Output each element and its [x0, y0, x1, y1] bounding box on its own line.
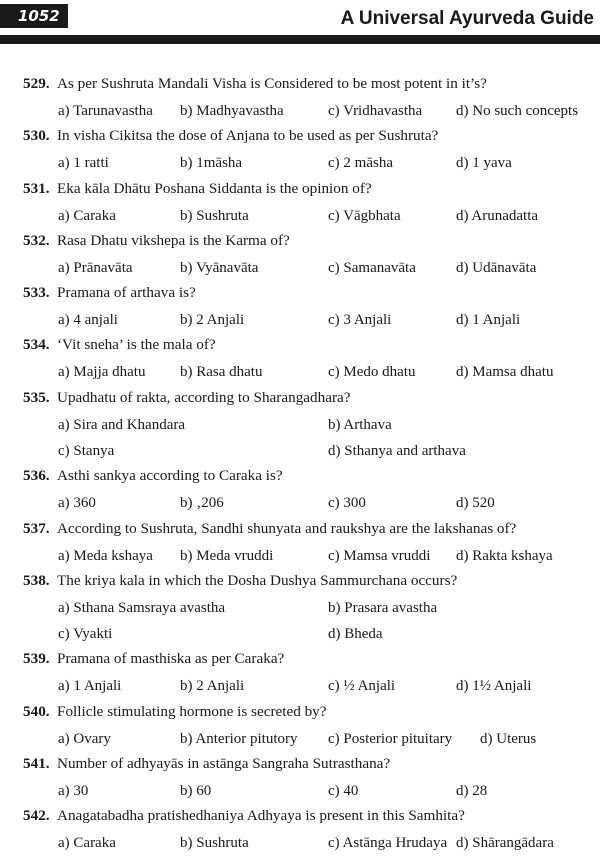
question-538	[0, 571, 600, 650]
option-a: a) Prānavāta	[58, 259, 133, 276]
option-c: c) 2 māsha	[328, 155, 393, 172]
option-b: b) Sushruta	[180, 835, 249, 852]
question-number: 541.	[23, 754, 50, 772]
question-530	[0, 126, 600, 178]
question-line	[23, 126, 596, 146]
question-number: 536.	[23, 467, 50, 485]
question-line	[23, 74, 596, 94]
options	[58, 676, 600, 696]
question-541	[0, 754, 600, 806]
question-text: Eka kāla Dhātu Poshana Siddanta is the opinion of?	[57, 179, 372, 197]
option-d: d) Udānavāta	[456, 259, 537, 276]
question-number: 533.	[23, 284, 50, 302]
question-number: 542.	[23, 807, 50, 825]
option-d: d) Mamsa dhatu	[456, 364, 554, 381]
options	[58, 362, 600, 382]
option-b: b) Prasara avastha	[328, 599, 438, 616]
question-line	[23, 231, 596, 251]
question-list	[0, 74, 600, 859]
question-534	[0, 335, 600, 387]
options	[58, 493, 600, 513]
option-c: c) Samanavāta	[328, 259, 416, 276]
option-b: b) 60	[180, 782, 212, 799]
question-539	[0, 649, 600, 701]
page-header	[0, 0, 600, 52]
question-text: In visha Cikitsa the dose of Anjana to be used as per Sushruta?	[57, 127, 439, 145]
option-b: b) 1māsha	[180, 155, 243, 172]
option-a: a) Caraka	[58, 207, 116, 224]
option-d: d) No such concepts	[456, 103, 579, 119]
option-d: d) 520	[456, 495, 495, 512]
question-number: 534.	[23, 336, 50, 354]
options	[58, 729, 600, 749]
option-c: c) 3 Anjali	[328, 312, 392, 329]
question-536	[0, 466, 600, 518]
option-a: a) Majja dhatu	[58, 364, 146, 381]
question-number: 530.	[23, 127, 50, 145]
question-number: 537.	[23, 519, 50, 537]
options	[58, 310, 600, 330]
option-b: b) Rasa dhatu	[180, 364, 263, 381]
question-text: Pramana of arthava is?	[57, 284, 196, 302]
option-b: b) Madhyavastha	[180, 103, 284, 119]
option-d: d) Uterus	[480, 730, 537, 747]
option-d: d) 28	[456, 782, 488, 799]
question-text: Follicle stimulating hormone is secreted by?	[57, 702, 327, 720]
option-a: a) 1 ratti	[58, 155, 109, 172]
question-text: Asthi sankya according to Caraka is?	[57, 467, 283, 485]
option-d: d) Sthanya and arthava	[328, 442, 466, 459]
question-text: According to Sushruta, Sandhi shunyata and raukshya are the lakshanas of?	[57, 519, 517, 537]
question-line	[23, 806, 596, 826]
option-b: b) Arthava	[328, 416, 392, 433]
options-row-2	[58, 624, 600, 644]
option-c: c) Vāgbhata	[328, 207, 401, 224]
option-a: a) Caraka	[58, 835, 116, 852]
question-529	[0, 74, 600, 126]
option-c: c) Vyakti	[58, 625, 113, 642]
option-a: a) 30	[58, 782, 89, 799]
question-number: 531.	[23, 179, 50, 197]
option-a: a) Sthana Samsraya avastha	[58, 599, 226, 616]
options	[58, 206, 600, 226]
question-line	[23, 335, 596, 355]
question-number: 535.	[23, 388, 50, 406]
option-c: c) 300	[328, 495, 366, 512]
option-a: a) 1 Anjali	[58, 678, 122, 695]
option-d: d) Shārangādara	[456, 835, 554, 852]
question-line	[23, 179, 596, 199]
question-text: ‘Vit sneha’ is the mala of?	[57, 336, 216, 354]
options	[58, 153, 600, 173]
option-b: b) 2 Anjali	[180, 678, 245, 695]
option-c: c) Posterior pituitary	[328, 730, 453, 747]
option-d: d) Bheda	[328, 625, 383, 642]
question-number: 529.	[23, 75, 50, 92]
option-b: b) Vyānavāta	[180, 259, 259, 276]
question-532	[0, 231, 600, 283]
question-number: 539.	[23, 650, 50, 668]
question-line	[23, 702, 596, 722]
option-a: a) 360	[58, 495, 96, 512]
question-number: 540.	[23, 702, 50, 720]
option-c: c) Mamsa vruddi	[328, 547, 431, 564]
option-a: a) Meda kshaya	[58, 547, 153, 564]
option-c: c) 40	[328, 782, 359, 799]
question-535	[0, 388, 600, 467]
option-a: a) 4 anjali	[58, 312, 118, 329]
option-c: c) Medo dhatu	[328, 364, 416, 381]
book-title: A Universal Ayurveda Guide	[340, 8, 594, 29]
question-text: The kriya kala in which the Dosha Dushya Sammurchana occurs?	[57, 571, 458, 589]
header-rule	[0, 35, 600, 44]
options	[58, 833, 600, 853]
question-text: Upadhatu of rakta, according to Sharangadhara?	[57, 388, 351, 406]
option-c: c) ½ Anjali	[328, 678, 396, 695]
option-b: b) Anterior pitutory	[180, 730, 298, 747]
question-text: Pramana of masthiska as per Caraka?	[57, 650, 285, 668]
question-text: Rasa Dhatu vikshepa is the Karma of?	[57, 231, 290, 249]
options	[58, 546, 600, 566]
option-a: a) Sira and Khandara	[58, 416, 186, 433]
question-number: 532.	[23, 231, 50, 249]
option-b: b) Meda vruddi	[180, 547, 274, 564]
question-line	[23, 571, 596, 591]
question-540	[0, 702, 600, 754]
option-d: d) 1 yava	[456, 155, 512, 172]
option-d: d) 1 Anjali	[456, 312, 521, 329]
options	[58, 258, 600, 278]
question-537	[0, 519, 600, 571]
question-text: Number of adhyayās in astānga Sangraha Sutrasthana?	[57, 754, 391, 772]
options-row-2	[58, 441, 600, 461]
option-c: c) Astānga Hrudaya	[328, 835, 448, 852]
question-531	[0, 179, 600, 231]
question-542	[0, 806, 600, 858]
option-b: b) Sushruta	[180, 207, 249, 224]
option-d: d) Rakta kshaya	[456, 547, 553, 564]
page-number: 1052	[0, 4, 68, 28]
option-a: a) Tarunavastha	[58, 103, 153, 119]
question-text: Anagatabadha pratishedhaniya Adhyaya is present in this Samhita?	[57, 807, 465, 825]
options	[58, 781, 600, 801]
question-text: As per Sushruta Mandali Visha is Considered to be most potent in it’s?	[57, 75, 487, 92]
options	[58, 101, 600, 121]
option-d: d) 1½ Anjali	[456, 678, 532, 695]
option-b: b) 2 Anjali	[180, 312, 245, 329]
question-line	[23, 283, 596, 303]
question-line	[23, 388, 596, 408]
options-row-1	[58, 415, 600, 435]
question-line	[23, 466, 596, 486]
option-d: d) Arunadatta	[456, 207, 539, 224]
option-b: b) ‚206	[180, 495, 224, 512]
option-a: a) Ovary	[58, 730, 111, 747]
question-number: 538.	[23, 571, 50, 589]
question-533	[0, 283, 600, 335]
options-row-1	[58, 598, 600, 618]
option-c: c) Stanya	[58, 442, 115, 459]
question-line	[23, 519, 596, 539]
question-line	[23, 649, 596, 669]
question-line	[23, 754, 596, 774]
option-c: c) Vridhavastha	[328, 103, 423, 119]
